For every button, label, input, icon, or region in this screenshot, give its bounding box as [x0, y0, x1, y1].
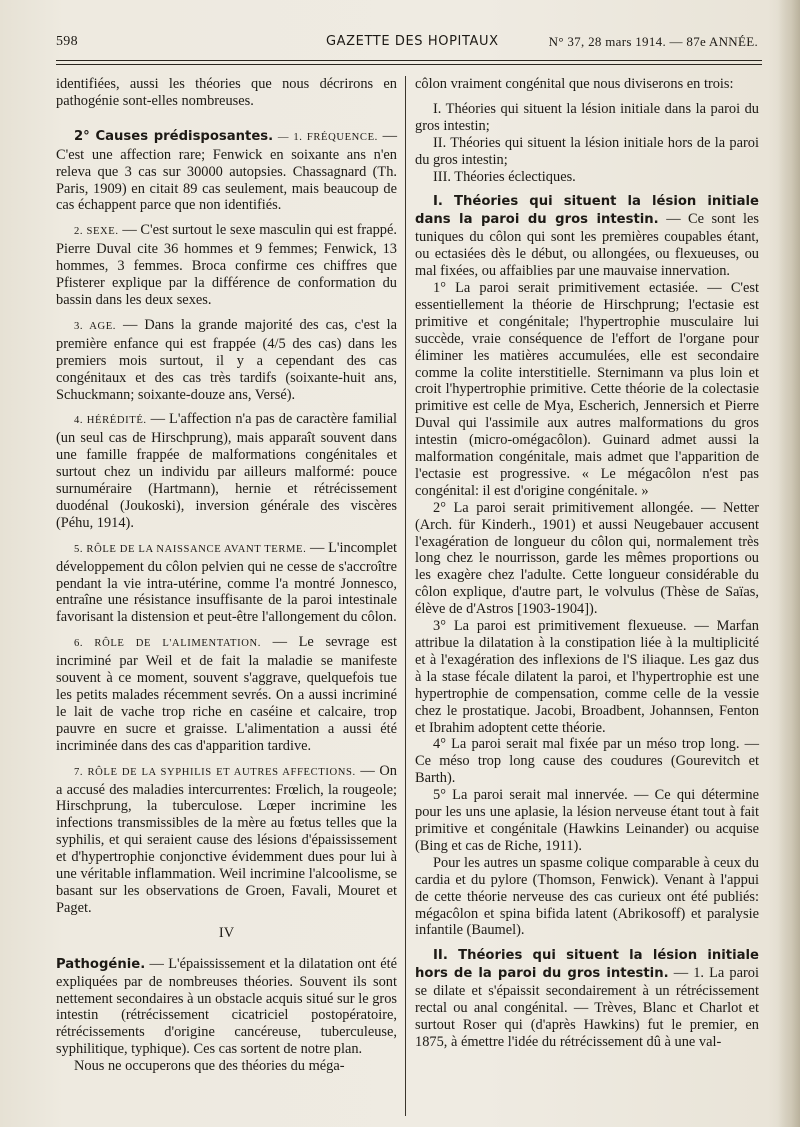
sexe-text: — C'est surtout le sexe masculin qui est frappé. Pierre Duval cite 36 hommes et 9 femmes; Fenwick, 13 hommes, 3 femmes. Broca confirme ces chiffres que Pfisterer explique par la différence de conformation du bassin dans les deux sexes.	[56, 222, 397, 308]
heredite-heading: 4. HÉRÉDITÉ.	[74, 415, 147, 427]
age-heading: 3. AGE.	[74, 320, 117, 332]
theory-one-text: — Ce sont les tuniques du côlon qui sont les premières coupables étant, ou ectasiées dès le début, ou allongées, ou flexueuses, ou mal fixées, ou affaiblies par une mauvaise innervation.	[415, 211, 759, 280]
header-rule-top	[56, 60, 762, 61]
theory-one-heading: I. Théories qui situent la lésion initiale dans la paroi du gros intestin.	[415, 194, 759, 228]
theory-two-text: — 1. La paroi se dilate et s'épaissit secondairement à un rétrécissement rectal ou anal congénital. — Trèves, Blanc et Charlot et surtout Roser qui (d'après Hawkins) fut le premier, en 1875, à émettre l'idée du rétrécissement dû à une val-	[415, 965, 759, 1050]
pathogenie-text: — L'épaississement et la dilatation ont été expliquées par de nombreuses théories. Souvent ils sont nettement secondaires à un obstacle acquis situé sur le gros intestin (rétrécissement cicatriciel postopératoire, rétrécissements d'origine cancéreuse, tuberculeuse, syphilitique, typhique). Ces cas sortent de notre plan.	[56, 955, 397, 1058]
naissance-paragraph	[56, 540, 397, 627]
syphilis-paragraph	[56, 763, 397, 917]
ectasiee-paragraph: 1° La paroi serait primitivement ectasiée. — C'est essentiellement la théorie de Hirschprung; l'ectasie est primitive et congénitale; l'hypertrophie musculaire lui succède, vraie conséquence de l'effort de l'organe pour éliminer les matières accumulées, elle est secondaire comme la colite interstitielle. Sternimann va plus loin et croit l'hypertrophie primitive. Cette théorie de la colectasie primitive est celle de Mya, Escherich, Jennersich et Pierre Duval qui l'assimile aux autres malformations du gros intestin (micro-omégacôlon). Guinard admet aussi la malformation congénitale, mais admet que l'apparition de l'ectasie est progressive. « Le mégacôlon n'est pas congénital: il est d'origine congénitale. »	[415, 279, 759, 499]
theory-two-heading: II. Théories qui situent la lésion initiale hors de la paroi du gros intestin.	[415, 948, 759, 982]
list-item: I. Théories qui situent la lésion initiale dans la paroi du gros intestin;	[415, 100, 759, 134]
mal-innervee-paragraph: 5° La paroi serait mal innervée. — Ce qui détermine pour les uns une aplasie, la lésion nerveuse étant tout à fait primitive et congénitale (Hawkins Leinander) ou acquise (Bing et cas de Riche, 1911).	[415, 787, 759, 854]
age-text: — Dans la grande majorité des cas, c'est la première enfance qui est frappée (4/5 des cas) dans les premiers mois surtout, il y a cependant des cas congénitaux et des cas très tardifs (soixante-huit ans, Schuckmann; soixante-douze ans, Versé).	[56, 316, 397, 403]
syphilis-heading: 7. RÔLE DE LA SYPHILIS ET AUTRES AFFECTIONS.	[74, 766, 356, 778]
theory-list	[415, 101, 759, 186]
list-item: II. Théories qui situent la lésion initiale hors de la paroi du gros intestin;	[415, 134, 759, 168]
left-column	[56, 76, 397, 1075]
naissance-text: — L'incomplet développement du côlon pelvien qui ne cesse de s'accroître pendant la vie intra-utérine, comme l'a montré Jonnesco, entraîne une résistance insuffisante de la paroi intestinale favorisant la distension et peut-être l'allongement du côlon.	[56, 539, 397, 626]
page-number: 598	[56, 34, 78, 49]
journal-title: GAZETTE DES HOPITAUX	[326, 34, 499, 49]
alimentation-text: — Le sevrage est incriminé par Weil et de fait la maladie se manifeste souvent à ce moment, souvent s'aggrave, quelquefois tue les petits malades récemment sevrés. On a aussi incriminé le lait de vache trop riche en caséine et calcaire, trop pauvre en sucre et graisse. L'alimentation a aussi été incriminée dans des cas d'apparition tardive.	[56, 634, 398, 754]
issue-line: N° 37, 28 mars 1914. — 87e ANNÉE.	[548, 34, 758, 49]
naissance-heading: 5. RÔLE DE LA NAISSANCE AVANT TERME.	[74, 543, 307, 555]
header-rule-bottom	[56, 64, 762, 65]
alimentation-paragraph	[56, 634, 397, 754]
allongee-paragraph: 2° La paroi serait primitivement allongée. — Netter (Arch. für Kinderh., 1901) et aussi Neugebauer accusent l'exagération de longueur du côlon qui, normalement très long chez le nourrisson, garde les mêmes proportions ou les exagère chez l'adulte. Cette longueur considérable du côlon explique, d'autre part, le volvulus (Thèse de Saïas, élève de d'Astros [1903-1904]).	[415, 499, 759, 618]
running-header	[56, 34, 758, 56]
right-column	[415, 76, 759, 1051]
frequence-heading: — 1. FRÉQUENCE.	[277, 131, 378, 143]
pathogenie-heading: Pathogénie.	[56, 956, 146, 972]
mal-fixee-paragraph: 4° La paroi serait mal fixée par un méso trop long. — Ce méso trop long cause des coudures (Gourevitch et Barth).	[415, 736, 759, 787]
column-divider	[405, 76, 406, 1116]
causes-paragraph	[56, 128, 397, 215]
alimentation-heading: 6. RÔLE DE L'ALIMENTATION.	[74, 638, 261, 650]
age-paragraph	[56, 317, 397, 404]
page-edge-shadow	[778, 0, 800, 1127]
intro-right: côlon vraiment congénital que nous diviserons en trois:	[415, 76, 734, 92]
sexe-paragraph	[56, 222, 397, 309]
flexueuse-paragraph: 3° La paroi est primitivement flexueuse. — Marfan attribue la dilatation à la constipation liée à la multiplicité et à l'exagération des inflexions de l'S iliaque. Les gaz dus à la stase fécale dilatent la paroi, et l'hypertrophie est une hypertrophie de compensation, comme celle de la vessie chez le prostatique. Jacobi, Broadbent, Johannsen, Fenton et Ibrahim adoptent cette théorie.	[415, 618, 759, 736]
list-item: III. Théories éclectiques.	[433, 168, 576, 185]
heredite-paragraph	[56, 411, 397, 531]
continuation-line: Nous ne occuperons que des théories du méga-	[74, 1058, 345, 1075]
pathogenie-paragraph	[56, 956, 397, 1058]
section-number: IV	[218, 924, 235, 941]
theory-two-paragraph	[415, 947, 759, 1050]
spasme-paragraph: Pour les autres un spasme colique comparable à ceux du cardia et du pylore (Thomson, Fenwick). Venant à l'appui de cette théorie nerveuse des cas curieux ont été publiés: mégacôlon et spina bifida latent (Abrikosoff) et paralysie infantile (Baumel).	[415, 854, 759, 939]
sexe-heading: 2. SEXE.	[74, 226, 119, 238]
syphilis-text: — On a accusé des maladies intercurrentes: Frœlich, la rougeole; Hirschprung, la tuberculose. Lœper incrimine les infections transmissibles de la mère au fœtus telles que la syphilis, et qui seraient cause des lésions d'épaississement et d'hypertrophie conjonctive évidemment dues pour lui à une véritable inflammation. Weil incrimine l'alcoolisme, se basant sur les observations de Groen, Favali, Mouret et Paget.	[56, 762, 397, 916]
heredite-text: — L'affection n'a pas de caractère familial (un seul cas de Hirschprung), mais apparaît souvent dans une famille frappée de malformations congénitales et surtout chez un individu par ailleurs malformé: pouce surnuméraire (Hartmann), hernie et rétrécissement duodénal (Joukoski), inversion générale des viscères (Péhu, 1914).	[56, 411, 397, 531]
causes-text: — C'est une affection rare; Fenwick en soixante ans n'en releva que 3 cas sur 30000 autopsies. Chassagnard (Th. Paris, 1909) en citait 89 cas seulement, mais beaucoup de cas échappent parce que non identifiés.	[56, 127, 397, 214]
intro-paragraph: identifiées, aussi les théories que nous décrirons en pathogénie sont-elles nombreuses.	[56, 76, 397, 109]
causes-heading: 2° Causes prédisposantes.	[74, 128, 274, 144]
theory-one-paragraph	[415, 193, 759, 280]
